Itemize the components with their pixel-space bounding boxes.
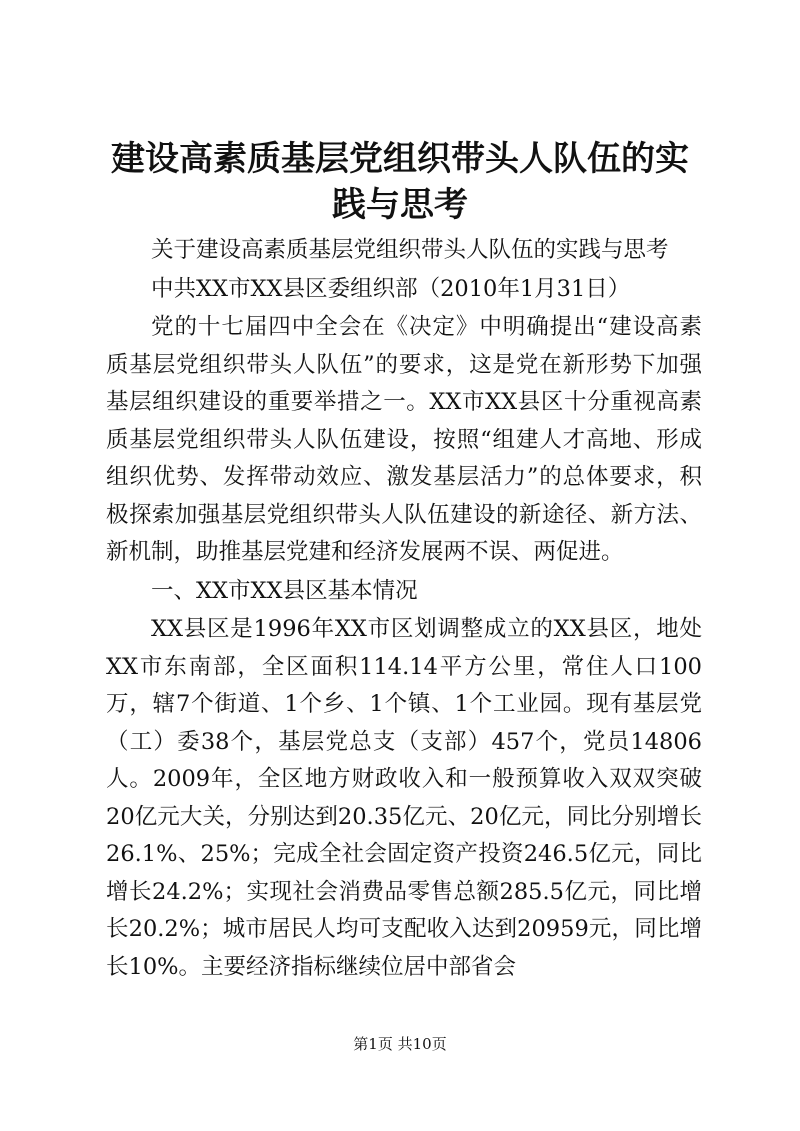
subtitle-paragraph: 关于建设高素质基层党组织带头人队伍的实践与思考 — [151, 237, 669, 263]
basic-info-paragraph: XX县区是1996年XX市区划调整成立的XX县区，地处XX市东南部，全区面积114.14平方公里，常住人口100万，辖7个街道、1个乡、1个镇、1个工业园。现有基层党（工）委38个，基层党总支（支部）457个，党员14806人。2009年，全区地方财政收入和一般预算收入双双突破20亿元大关，分别达到20.35亿元、20亿元，同比分别增长26.1%、25%；完成全社会固定资产投资246.5亿元，同比增长24.2%；实现社会消费品零售总额285.5亿元，同比增长20.2%；城市居民人均可支配收入达到20959元，同比增长10%。主要经济指标继续位居中部省会 — [106, 616, 702, 980]
intro-paragraph: 党的十七届四中全会在《决定》中明确提出“建设高素质基层党组织带头人队伍”的要求，这是党在新形势下加强基层组织建设的重要举措之一。XX市XX县区十分重视高素质基层党组织带头人队伍建设，按照“组建人才高地、形成组织优势、发挥带动效应、激发基层活力”的总体要求，积极探索加强基层党组织带头人队伍建设的新途径、新方法、新机制，助推基层党建和经济发展两不误、两促进。 — [106, 314, 702, 565]
author-date-paragraph: 中共XX市XX县区委组织部（2010年1月31日） — [151, 275, 631, 302]
section-heading: 一、XX市XX县区基本情况 — [151, 577, 418, 604]
document-title: 建设高素质基层党组织带头人队伍的实践与思考 — [111, 139, 689, 225]
document-body — [106, 232, 702, 987]
page-footer: 第1页 共10页 — [353, 1035, 447, 1053]
